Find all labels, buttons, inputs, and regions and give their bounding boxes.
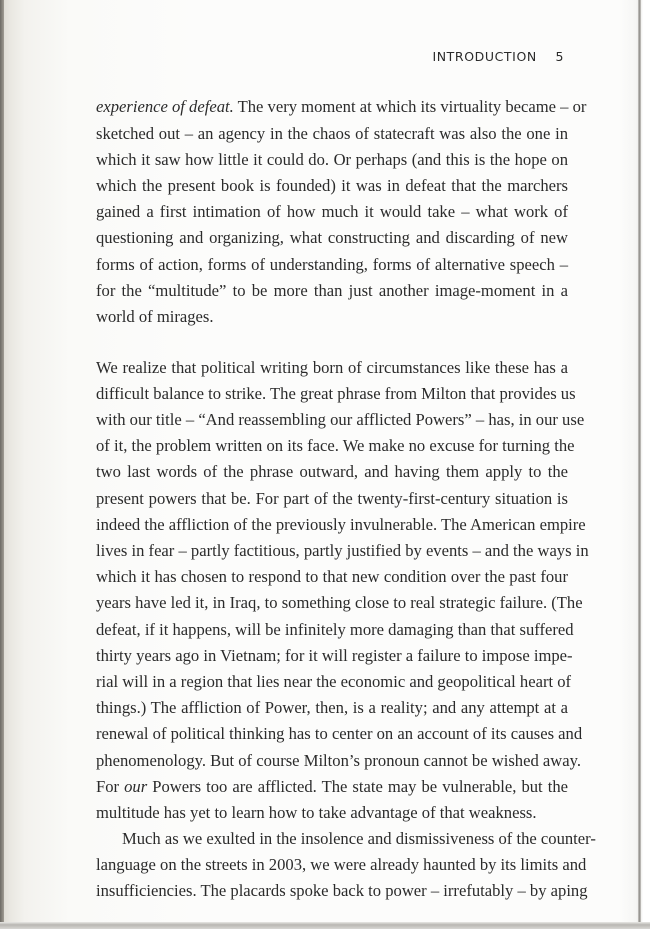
text-run: with our title – “And reassembling our afflicted Powers” – has, in our use [96,410,585,429]
text-line [96,355,568,381]
text-line [96,564,568,590]
chapter-title: INTRODUCTION [432,49,537,64]
text-line [96,459,568,485]
text-line [96,486,568,512]
text-line [96,278,568,304]
text-line [96,407,585,433]
text-run: lives in fear – partly factitious, partly justified by events – and the ways in [96,541,589,560]
text-line [96,643,573,669]
text-line [96,94,587,120]
page-bottom-edge [0,922,650,929]
italic-text: our [124,777,148,796]
text-line [96,304,568,330]
text-run: difficult balance to strike. The great phrase from Milton that provides us [96,384,576,403]
text-line [96,121,568,147]
text-line [96,252,568,278]
text-line [96,173,568,199]
text-run: We realize that political writing born of circumstances like these has a [96,358,568,377]
text-run: which it saw how little it could do. Or perhaps (and this is the hope on [96,150,568,169]
text-line [96,878,588,904]
text-line [96,433,575,459]
text-run: things.) The affliction of Power, then, is a reality; and any attempt at a [96,698,568,717]
text-run: indeed the affliction of the previously invulnerable. The American empire [96,515,586,534]
text-run: years have led it, in Iraq, to something close to real strategic failure. (The [96,593,583,612]
text-line [96,147,568,173]
text-run: gained a first intimation of how much it would take – what work of [96,202,568,221]
text-run: two last words of the phrase outward, and having them apply to the [96,462,568,481]
text-run: sketched out – an agency in the chaos of statecraft was also the one in [96,124,568,143]
text-line [96,538,589,564]
text-run: which the present book is founded) it was in defeat that the marchers [96,176,568,195]
text-run: insufficiencies. The placards spoke back to power – irrefutably – by aping [96,881,588,900]
text-run: for the “multitude” to be more than just another image-moment in a [96,281,568,300]
text-line [96,617,574,643]
text-run: multitude has yet to learn how to take advantage of that weakness. [96,803,537,822]
text-run: renewal of political thinking has to center on an account of its causes and [96,724,583,743]
text-run: Much as we exulted in the insolence and dismissiveness of the counter- [122,829,596,848]
text-run: questioning and organizing, what constructing and discarding of new [96,228,568,247]
text-line [96,225,568,251]
running-head [432,49,564,64]
text-line [96,669,572,695]
page-binding-edge [0,0,4,929]
text-run: The very moment at which its virtuality became – or [233,97,587,116]
text-line [96,852,587,878]
text-run: of it, the problem written on its face. We make no excuse for turning the [96,436,575,455]
page-number: 5 [555,49,564,64]
text-line [96,590,583,616]
text-run: present powers that be. For part of the twenty-first-century situation is [96,489,568,508]
text-run: Powers too are afflicted. The state may be vulnerable, but the [147,777,568,796]
text-line [96,774,568,800]
italic-text: experience of defeat. [96,97,234,116]
text-run: forms of action, forms of understanding, forms of alternative speech – [96,255,568,274]
text-run: phenomenology. But of course Milton’s pronoun cannot be wished away. [96,751,581,770]
text-run: language on the streets in 2003, we were already haunted by its limits and [96,855,587,874]
text-line [96,800,568,826]
text-run: world of mirages. [96,307,214,326]
text-line [96,826,596,852]
text-run: rial will in a region that lies near the economic and geopolitical heart of [96,672,572,691]
text-run: which it has chosen to respond to that new condition over the past four [96,567,568,586]
text-line [96,512,586,538]
text-line [96,721,583,747]
text-line [96,199,568,225]
text-run: defeat, if it happens, will be infinitely more damaging than that suffered [96,620,574,639]
text-run: thirty years ago in Vietnam; for it will register a failure to impose impe- [96,646,573,665]
text-line [96,695,568,721]
text-run: For [96,777,125,796]
text-line [96,381,576,407]
text-line [96,748,581,774]
page-right-edge [638,0,641,929]
